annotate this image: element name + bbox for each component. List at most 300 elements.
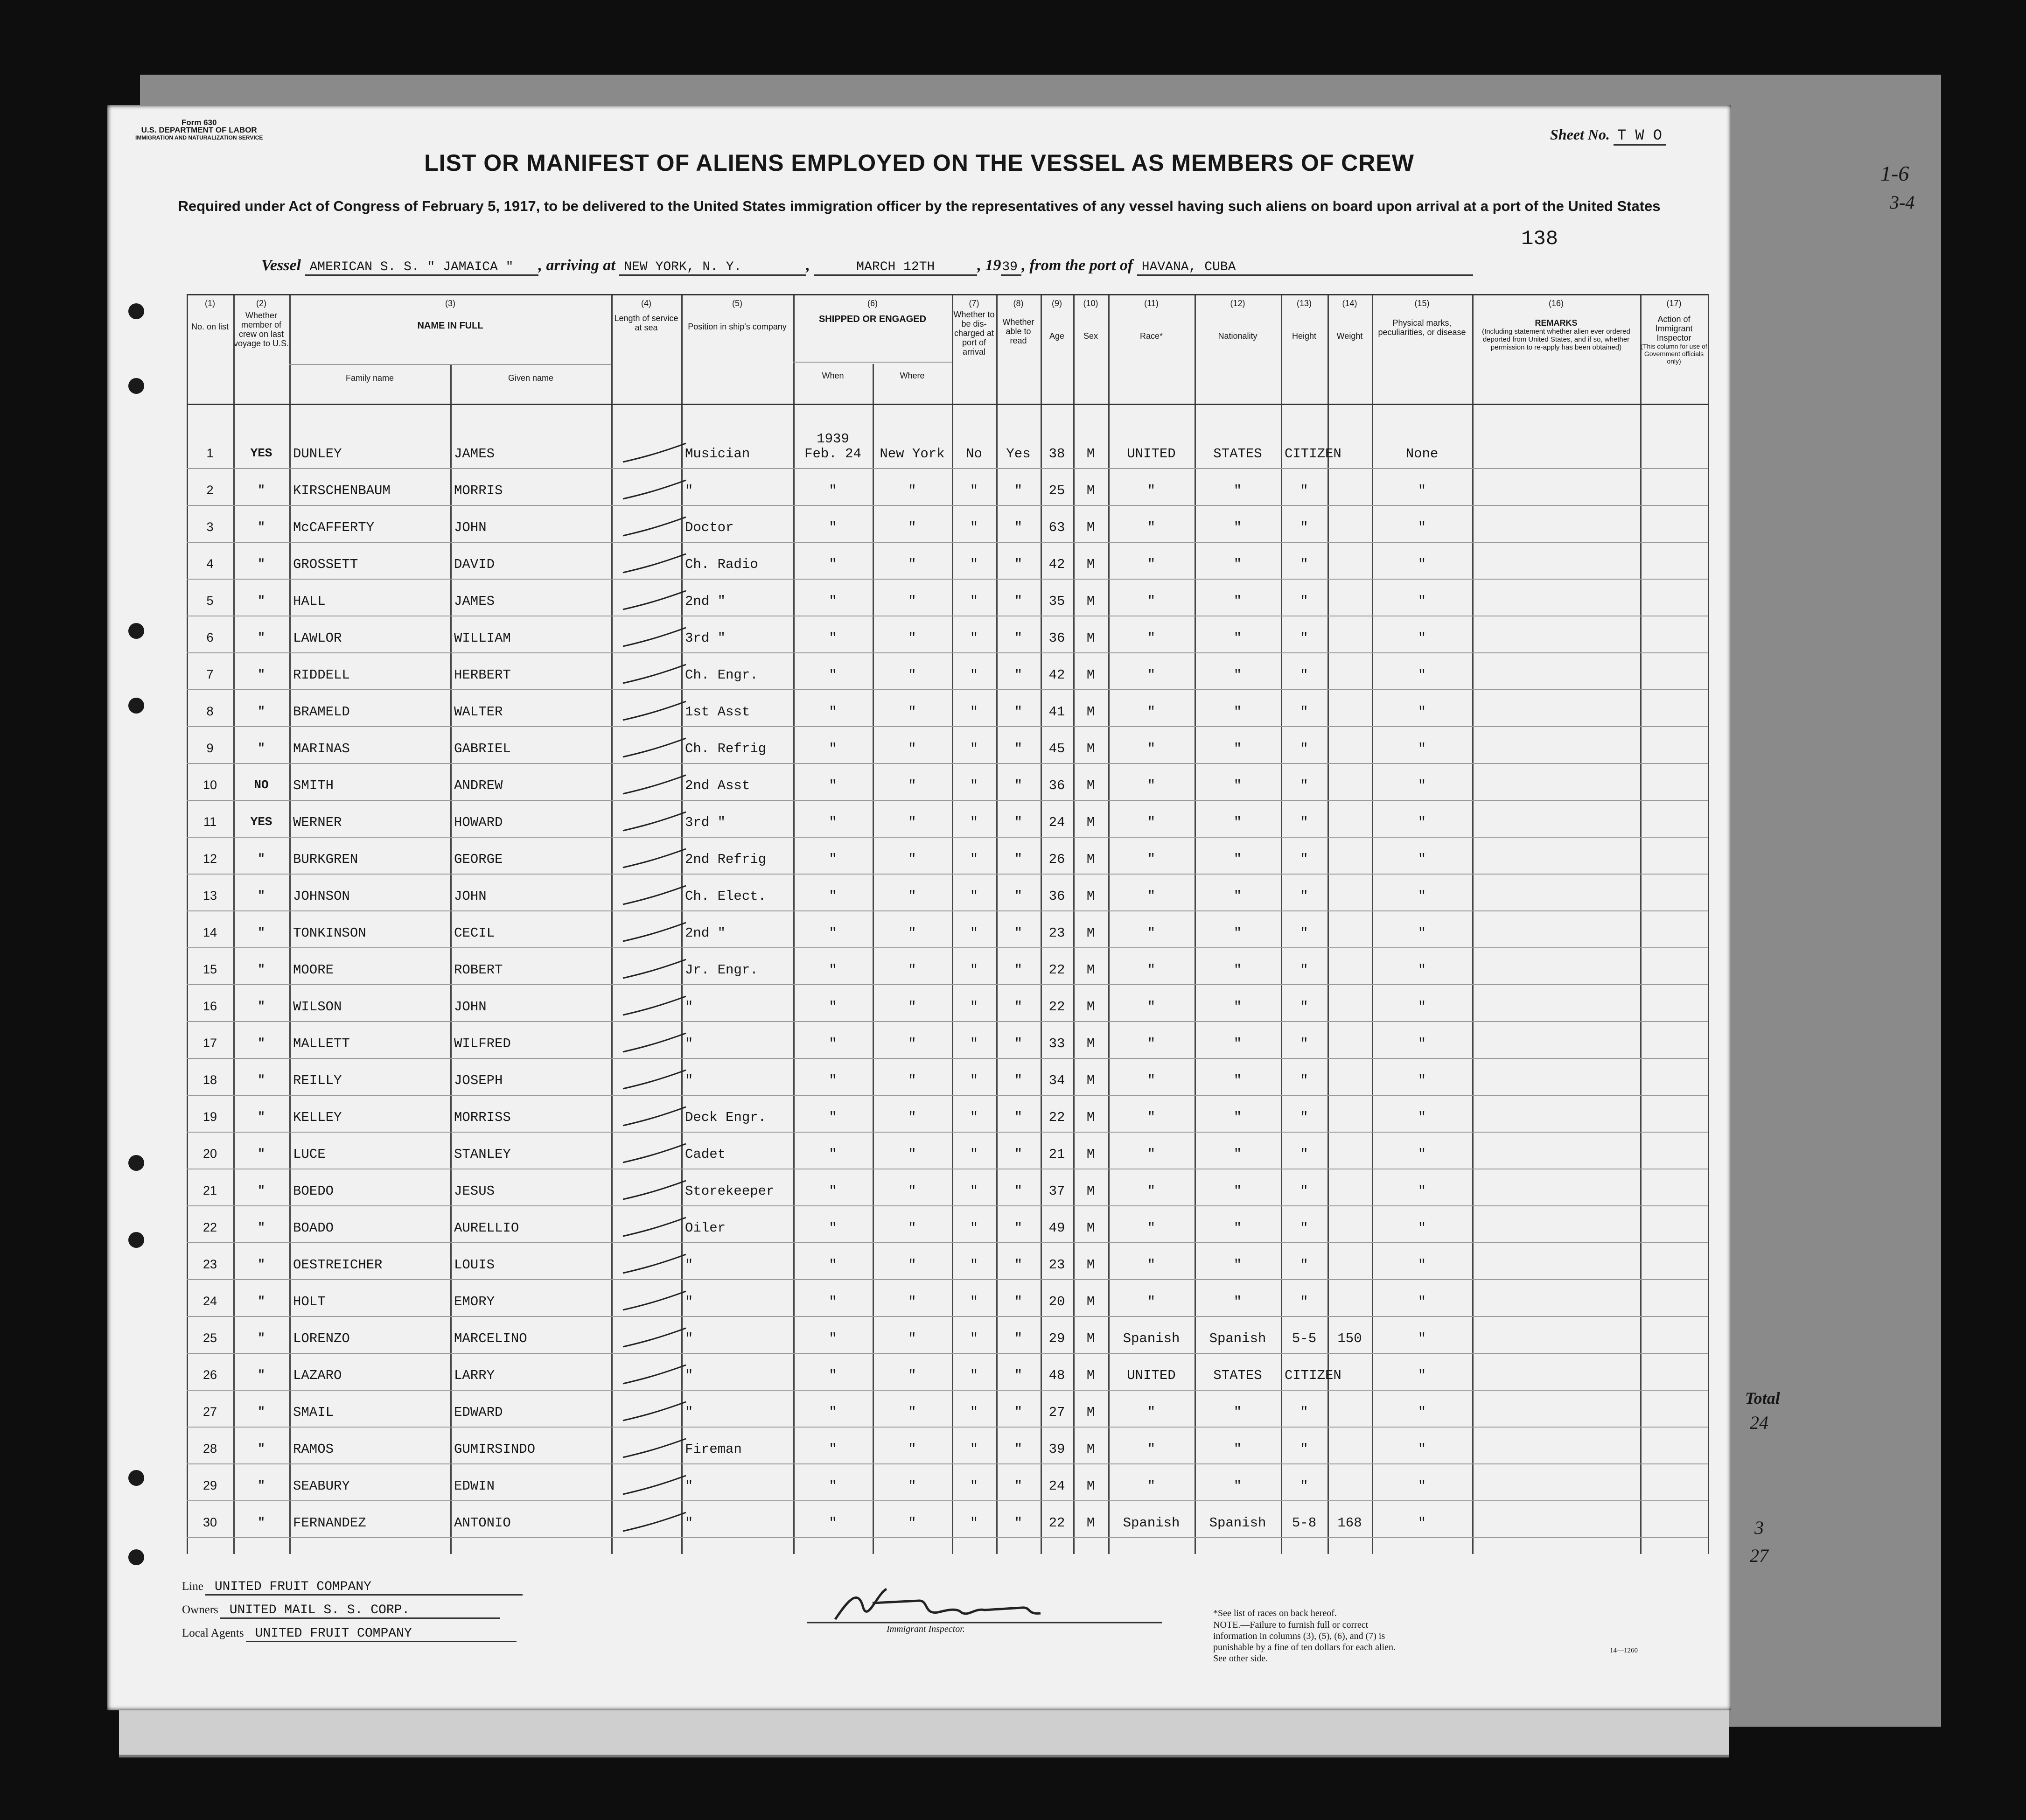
cell-disch: "	[970, 1515, 978, 1531]
cell-read: "	[1014, 1441, 1023, 1457]
col11-header: (11) Race*	[1139, 299, 1163, 341]
cell-read: "	[1014, 1404, 1023, 1420]
cell-where: "	[908, 888, 916, 904]
col14-header: (14) Weight	[1336, 299, 1363, 341]
cell-prev: "	[258, 593, 265, 608]
cell-read: "	[1014, 741, 1023, 756]
vessel-name: AMERICAN S. S. " JAMAICA "	[305, 260, 538, 276]
cell-age: 23	[1048, 1257, 1065, 1273]
cell-where: "	[908, 851, 916, 867]
cell-n: 24	[203, 1294, 217, 1308]
cell-prev: "	[258, 1109, 265, 1124]
cell-position: Storekeeper	[685, 1183, 775, 1199]
table-row	[187, 805, 1708, 841]
col15-header: (15) Physical marks, peculiarities, or disease	[1378, 299, 1466, 337]
cell-position: 2nd "	[685, 925, 726, 941]
cell-position: Ch. Elect.	[685, 888, 767, 904]
cell-n: 10	[203, 777, 217, 792]
table-row	[187, 1247, 1708, 1284]
cell-family: KIRSCHENBAUM	[293, 483, 391, 498]
cell-age: 22	[1048, 962, 1065, 978]
cell-height: "	[1300, 1220, 1308, 1236]
cell-marks: "	[1418, 925, 1426, 941]
service-check-mark	[621, 1140, 691, 1168]
cell-sex: M	[1086, 1441, 1095, 1457]
service-check-mark	[621, 1472, 691, 1500]
inspector-label: Immigrant Inspector.	[887, 1624, 965, 1634]
cell-given: JOHN	[454, 519, 487, 535]
cell-family: DUNLEY	[293, 446, 342, 462]
cell-given: GABRIEL	[454, 741, 511, 756]
cell-given: EMORY	[454, 1294, 495, 1309]
service-check-mark	[621, 808, 691, 836]
cell-race: "	[1147, 1072, 1156, 1088]
cell-disch: "	[970, 1294, 978, 1309]
cell-when: "	[829, 999, 837, 1015]
col7-header: (7) Whether to be dis-charged at port of arrival	[953, 299, 995, 357]
col10-header: (10) Sex	[1083, 299, 1098, 341]
cell-nat: "	[1233, 704, 1242, 720]
cell-position: "	[685, 1515, 693, 1531]
cell-height: CITIZEN	[1285, 1367, 1341, 1383]
cell-family: MOORE	[293, 962, 334, 978]
cell-n: 23	[203, 1257, 217, 1271]
cell-where: "	[908, 741, 916, 756]
cell-n: 4	[206, 556, 214, 571]
cell-n: 8	[206, 704, 214, 718]
cell-nat: "	[1233, 1146, 1242, 1162]
cell-when: "	[829, 593, 837, 609]
col5-header: (5) Position in ship's company	[688, 299, 787, 331]
cell-race: "	[1147, 999, 1156, 1015]
side-total-label: Total	[1745, 1389, 1780, 1407]
binder-hole	[128, 1155, 144, 1171]
col3b-header: Given name	[508, 373, 554, 383]
cell-height: "	[1300, 593, 1308, 609]
cell-sex: M	[1086, 999, 1095, 1015]
cell-marks: "	[1418, 556, 1426, 572]
cell-read: "	[1014, 777, 1023, 793]
table-row	[187, 1284, 1708, 1321]
cell-sex: M	[1086, 1146, 1095, 1162]
cell-n: 9	[206, 741, 214, 755]
cell-when: "	[829, 1478, 837, 1494]
cell-family: REILLY	[293, 1072, 342, 1088]
cell-position: Deck Engr.	[685, 1109, 767, 1125]
cell-position: Ch. Radio	[685, 556, 758, 572]
service-check-mark	[621, 919, 691, 947]
cell-read: "	[1014, 1036, 1023, 1051]
form-id	[135, 119, 263, 141]
cell-age: 48	[1048, 1367, 1065, 1383]
cell-disch: "	[970, 1367, 978, 1383]
cell-position: Ch. Engr.	[685, 667, 758, 683]
cell-race: "	[1147, 1294, 1156, 1309]
cell-disch: "	[970, 483, 978, 498]
cell-nat: "	[1233, 1220, 1242, 1236]
cell-where: "	[908, 667, 916, 683]
cell-height: CITIZEN	[1285, 446, 1341, 462]
cell-when: "	[829, 851, 837, 867]
cell-marks: "	[1418, 1404, 1426, 1420]
table-row	[187, 1210, 1708, 1247]
cell-given: EDWIN	[454, 1478, 495, 1494]
cell-read: "	[1014, 1478, 1023, 1494]
cell-family: FERNANDEZ	[293, 1515, 366, 1531]
table-row	[187, 1394, 1708, 1431]
table-row	[187, 1505, 1708, 1542]
cell-given: EDWARD	[454, 1404, 503, 1420]
service-check-mark	[621, 771, 691, 799]
cell-nat: "	[1233, 1109, 1242, 1125]
cell-family: SMITH	[293, 777, 334, 793]
owners-value: UNITED MAIL S. S. CORP.	[220, 1603, 500, 1619]
cell-n: 12	[203, 851, 217, 866]
cell-age: 24	[1048, 1478, 1065, 1494]
arrival-date: MARCH 12TH	[814, 260, 977, 276]
cell-when: "	[829, 1404, 837, 1420]
cell-sex: M	[1086, 925, 1095, 941]
cell-height: "	[1300, 667, 1308, 683]
col6a-header: When	[822, 371, 844, 380]
table-row	[187, 989, 1708, 1026]
cell-position: Ch. Refrig	[685, 741, 767, 756]
cell-disch: "	[970, 519, 978, 535]
table-row	[187, 694, 1708, 731]
cell-read: "	[1014, 1146, 1023, 1162]
cell-family: HOLT	[293, 1294, 326, 1309]
cell-age: 35	[1048, 593, 1065, 609]
cell-race: "	[1147, 925, 1156, 941]
cell-read: "	[1014, 1072, 1023, 1088]
cell-prev: "	[258, 1441, 265, 1456]
cell-age: 26	[1048, 851, 1065, 867]
cell-given: CECIL	[454, 925, 495, 941]
service-check-mark	[621, 698, 691, 726]
cell-where: "	[908, 999, 916, 1015]
cell-nat: Spanish	[1209, 1515, 1266, 1531]
cell-family: LAZARO	[293, 1367, 342, 1383]
cell-nat: Spanish	[1209, 1330, 1266, 1346]
table-row	[187, 878, 1708, 915]
cell-given: JOSEPH	[454, 1072, 503, 1088]
cell-given: DAVID	[454, 556, 495, 572]
cell-marks: "	[1418, 1367, 1426, 1383]
table-row	[187, 1321, 1708, 1358]
form-code: 14—1260	[1610, 1647, 1638, 1654]
cell-prev: "	[258, 962, 265, 976]
cell-family: BRAMELD	[293, 704, 350, 720]
cell-height: "	[1300, 851, 1308, 867]
cell-disch: "	[970, 1183, 978, 1199]
cell-n: 26	[203, 1367, 217, 1382]
table-row	[187, 473, 1708, 510]
cell-where: "	[908, 1146, 916, 1162]
races-note: *See list of races on back hereof.	[1213, 1608, 1337, 1618]
cell-family: KELLEY	[293, 1109, 342, 1125]
binder-hole	[128, 303, 144, 319]
cell-height: 5-5	[1292, 1330, 1317, 1346]
sheet-number-value: T W O	[1614, 127, 1666, 146]
cell-height: "	[1300, 556, 1308, 572]
cell-read: "	[1014, 1515, 1023, 1531]
cell-sex: M	[1086, 814, 1095, 830]
cell-race: "	[1147, 483, 1156, 498]
cell-marks: "	[1418, 1220, 1426, 1236]
cell-disch: "	[970, 851, 978, 867]
agents-label: Local Agents	[182, 1627, 244, 1639]
col13-header: (13) Height	[1292, 299, 1317, 341]
cell-race: "	[1147, 630, 1156, 646]
table-row	[187, 1063, 1708, 1099]
col3-header: (3) NAME IN FULL	[417, 299, 483, 331]
cell-where: "	[908, 1367, 916, 1383]
cell-position: "	[685, 1330, 693, 1346]
cell-marks: "	[1418, 1478, 1426, 1494]
cell-height: "	[1300, 962, 1308, 978]
cell-height: "	[1300, 814, 1308, 830]
cell-family: McCAFFERTY	[293, 519, 375, 535]
cell-marks: "	[1418, 1330, 1426, 1346]
cell-height: "	[1300, 925, 1308, 941]
cell-race: "	[1147, 777, 1156, 793]
cell-race: "	[1147, 556, 1156, 572]
cell-sex: M	[1086, 704, 1095, 720]
cell-family: LUCE	[293, 1146, 326, 1162]
cell-family: JOHNSON	[293, 888, 350, 904]
cell-family: HALL	[293, 593, 326, 609]
cell-prev: "	[258, 1072, 265, 1087]
cell-disch: "	[970, 1109, 978, 1125]
table-row	[187, 915, 1708, 952]
cell-height: "	[1300, 777, 1308, 793]
cell-read: "	[1014, 851, 1023, 867]
cell-disch: "	[970, 667, 978, 683]
cell-given: WALTER	[454, 704, 503, 720]
service-check-mark	[621, 587, 691, 615]
cell-age: 22	[1048, 1109, 1065, 1125]
cell-prev: "	[258, 999, 265, 1013]
cell-age: 25	[1048, 483, 1065, 498]
cell-nat: "	[1233, 741, 1242, 756]
col12-header: (12) Nationality	[1218, 299, 1258, 341]
cell-marks: "	[1418, 1109, 1426, 1125]
cell-given: MARCELINO	[454, 1330, 527, 1346]
binder-hole	[128, 1549, 144, 1565]
service-check-mark	[621, 513, 691, 541]
cell-where: "	[908, 1294, 916, 1309]
table-row	[187, 1431, 1708, 1468]
cell-sex: M	[1086, 1330, 1095, 1346]
cell-nat: "	[1233, 962, 1242, 978]
cell-where: New York	[880, 446, 945, 462]
col8-header: (8) Whether able to read	[1002, 299, 1034, 345]
cell-given: JOHN	[454, 999, 487, 1015]
cell-position: 2nd Asst	[685, 777, 750, 793]
cell-marks: "	[1418, 593, 1426, 609]
service-check-mark	[621, 624, 691, 652]
cell-family: MARINAS	[293, 741, 350, 756]
table-row	[187, 620, 1708, 657]
cell-n: 28	[203, 1441, 217, 1456]
cell-marks: "	[1418, 1294, 1426, 1309]
cell-sex: M	[1086, 1515, 1095, 1531]
cell-position: 3rd "	[685, 630, 726, 646]
margin-note-2: 3-4	[1890, 192, 1915, 213]
cell-position: 2nd Refrig	[685, 851, 767, 867]
table-row	[187, 768, 1708, 805]
cell-sex: M	[1086, 483, 1095, 498]
cell-when-year: 1939	[817, 431, 849, 447]
cell-prev: "	[258, 925, 265, 939]
cell-family: SEABURY	[293, 1478, 350, 1494]
cell-family: SMAIL	[293, 1404, 334, 1420]
cell-position: Cadet	[685, 1146, 726, 1162]
cell-marks: "	[1418, 814, 1426, 830]
cell-prev: "	[258, 1183, 265, 1197]
cell-disch: "	[970, 593, 978, 609]
cell-position: "	[685, 1478, 693, 1494]
cell-nat: "	[1233, 888, 1242, 904]
cell-marks: "	[1418, 851, 1426, 867]
cell-marks: "	[1418, 704, 1426, 720]
cell-marks: "	[1418, 1036, 1426, 1051]
cell-disch: "	[970, 704, 978, 720]
cell-sex: M	[1086, 630, 1095, 646]
cell-marks: "	[1418, 1146, 1426, 1162]
cell-age: 23	[1048, 925, 1065, 941]
cell-prev: "	[258, 630, 265, 644]
cell-when: "	[829, 888, 837, 904]
cell-where: "	[908, 925, 916, 941]
cell-prev: "	[258, 1515, 265, 1529]
cell-n: 7	[206, 667, 214, 681]
table-row	[187, 841, 1708, 878]
cell-nat: "	[1233, 1036, 1242, 1051]
cell-disch: "	[970, 962, 978, 978]
cell-height: "	[1300, 1404, 1308, 1420]
cell-age: 22	[1048, 1515, 1065, 1531]
cell-marks: "	[1418, 667, 1426, 683]
cell-age: 22	[1048, 999, 1065, 1015]
cell-height: "	[1300, 1036, 1308, 1051]
cell-n: 17	[203, 1036, 217, 1050]
cell-given: STANLEY	[454, 1146, 511, 1162]
col1-header: (1) No. on list	[191, 299, 229, 331]
col17-header: (17) Action of Immigrant Inspector (This column for use of Government officials only)	[1641, 299, 1707, 365]
cell-nat: "	[1233, 1404, 1242, 1420]
cell-where: "	[908, 1183, 916, 1199]
cell-disch: "	[970, 1257, 978, 1273]
binder-hole	[128, 378, 144, 394]
cell-prev: "	[258, 1367, 265, 1382]
cell-race: Spanish	[1123, 1330, 1180, 1346]
table-row	[187, 1173, 1708, 1210]
cell-given: MORRIS	[454, 483, 503, 498]
cell-age: 37	[1048, 1183, 1065, 1199]
service-check-mark	[621, 882, 691, 910]
cell-position: Fireman	[685, 1441, 742, 1457]
table-row	[187, 657, 1708, 694]
cell-race: "	[1147, 1146, 1156, 1162]
service-check-mark	[621, 550, 691, 578]
service-check-mark	[621, 1398, 691, 1426]
cell-prev: YES	[250, 446, 272, 460]
cell-where: "	[908, 519, 916, 535]
cell-read: "	[1014, 814, 1023, 830]
cell-race: "	[1147, 1036, 1156, 1051]
from-port-label: from the port of	[1029, 257, 1133, 274]
cell-height: "	[1300, 704, 1308, 720]
cell-given: WILFRED	[454, 1036, 511, 1051]
cell-sex: M	[1086, 1478, 1095, 1494]
cell-given: LOUIS	[454, 1257, 495, 1273]
from-port: HAVANA, CUBA	[1137, 260, 1473, 276]
cell-height: "	[1300, 1294, 1308, 1309]
sheet-number	[1550, 126, 1666, 144]
header-subrule	[289, 364, 611, 365]
cell-sex: M	[1086, 1109, 1095, 1125]
cell-height: "	[1300, 999, 1308, 1015]
cell-family: RAMOS	[293, 1441, 334, 1457]
cell-age: 49	[1048, 1220, 1065, 1236]
cell-marks: "	[1418, 962, 1426, 978]
cell-sex: M	[1086, 1404, 1095, 1420]
cell-disch: "	[970, 1072, 978, 1088]
cell-read: "	[1014, 1330, 1023, 1346]
cell-when: "	[829, 1220, 837, 1236]
form-number: Form 630	[181, 118, 217, 127]
cell-race: "	[1147, 593, 1156, 609]
cell-where: "	[908, 593, 916, 609]
cell-prev: "	[258, 1220, 265, 1234]
cell-age: 39	[1048, 1441, 1065, 1457]
cell-age: 21	[1048, 1146, 1065, 1162]
cell-height: "	[1300, 519, 1308, 535]
cell-race: "	[1147, 1257, 1156, 1273]
cell-sex: M	[1086, 446, 1095, 462]
side-total-value-3: 27	[1750, 1545, 1768, 1566]
cell-where: "	[908, 1404, 916, 1420]
cell-given: ROBERT	[454, 962, 503, 978]
cell-prev: "	[258, 851, 265, 866]
cell-when: "	[829, 962, 837, 978]
table-row	[187, 1468, 1708, 1505]
cell-age: 41	[1048, 704, 1065, 720]
cell-n: 21	[203, 1183, 217, 1197]
service-check-mark	[621, 735, 691, 763]
table-row	[187, 1136, 1708, 1173]
cell-prev: "	[258, 1294, 265, 1308]
cell-marks: "	[1418, 1257, 1426, 1273]
header-rule	[187, 404, 1708, 405]
cell-nat: "	[1233, 1441, 1242, 1457]
arrival-port: NEW YORK, N. Y.	[619, 260, 806, 276]
cell-given: ANDREW	[454, 777, 503, 793]
cell-age: 42	[1048, 667, 1065, 683]
cell-when: "	[829, 667, 837, 683]
cell-when: "	[829, 1367, 837, 1383]
cell-marks: None	[1405, 446, 1439, 462]
cell-when: "	[829, 1183, 837, 1199]
col2-header: (2) Whether member of crew on last voyage to U.S.	[233, 299, 289, 348]
cell-position: "	[685, 1294, 693, 1309]
cell-given: JAMES	[454, 593, 495, 609]
cell-position: 2nd "	[685, 593, 726, 609]
cell-race: "	[1147, 1183, 1156, 1199]
cell-nat: "	[1233, 593, 1242, 609]
table-row	[187, 510, 1708, 546]
